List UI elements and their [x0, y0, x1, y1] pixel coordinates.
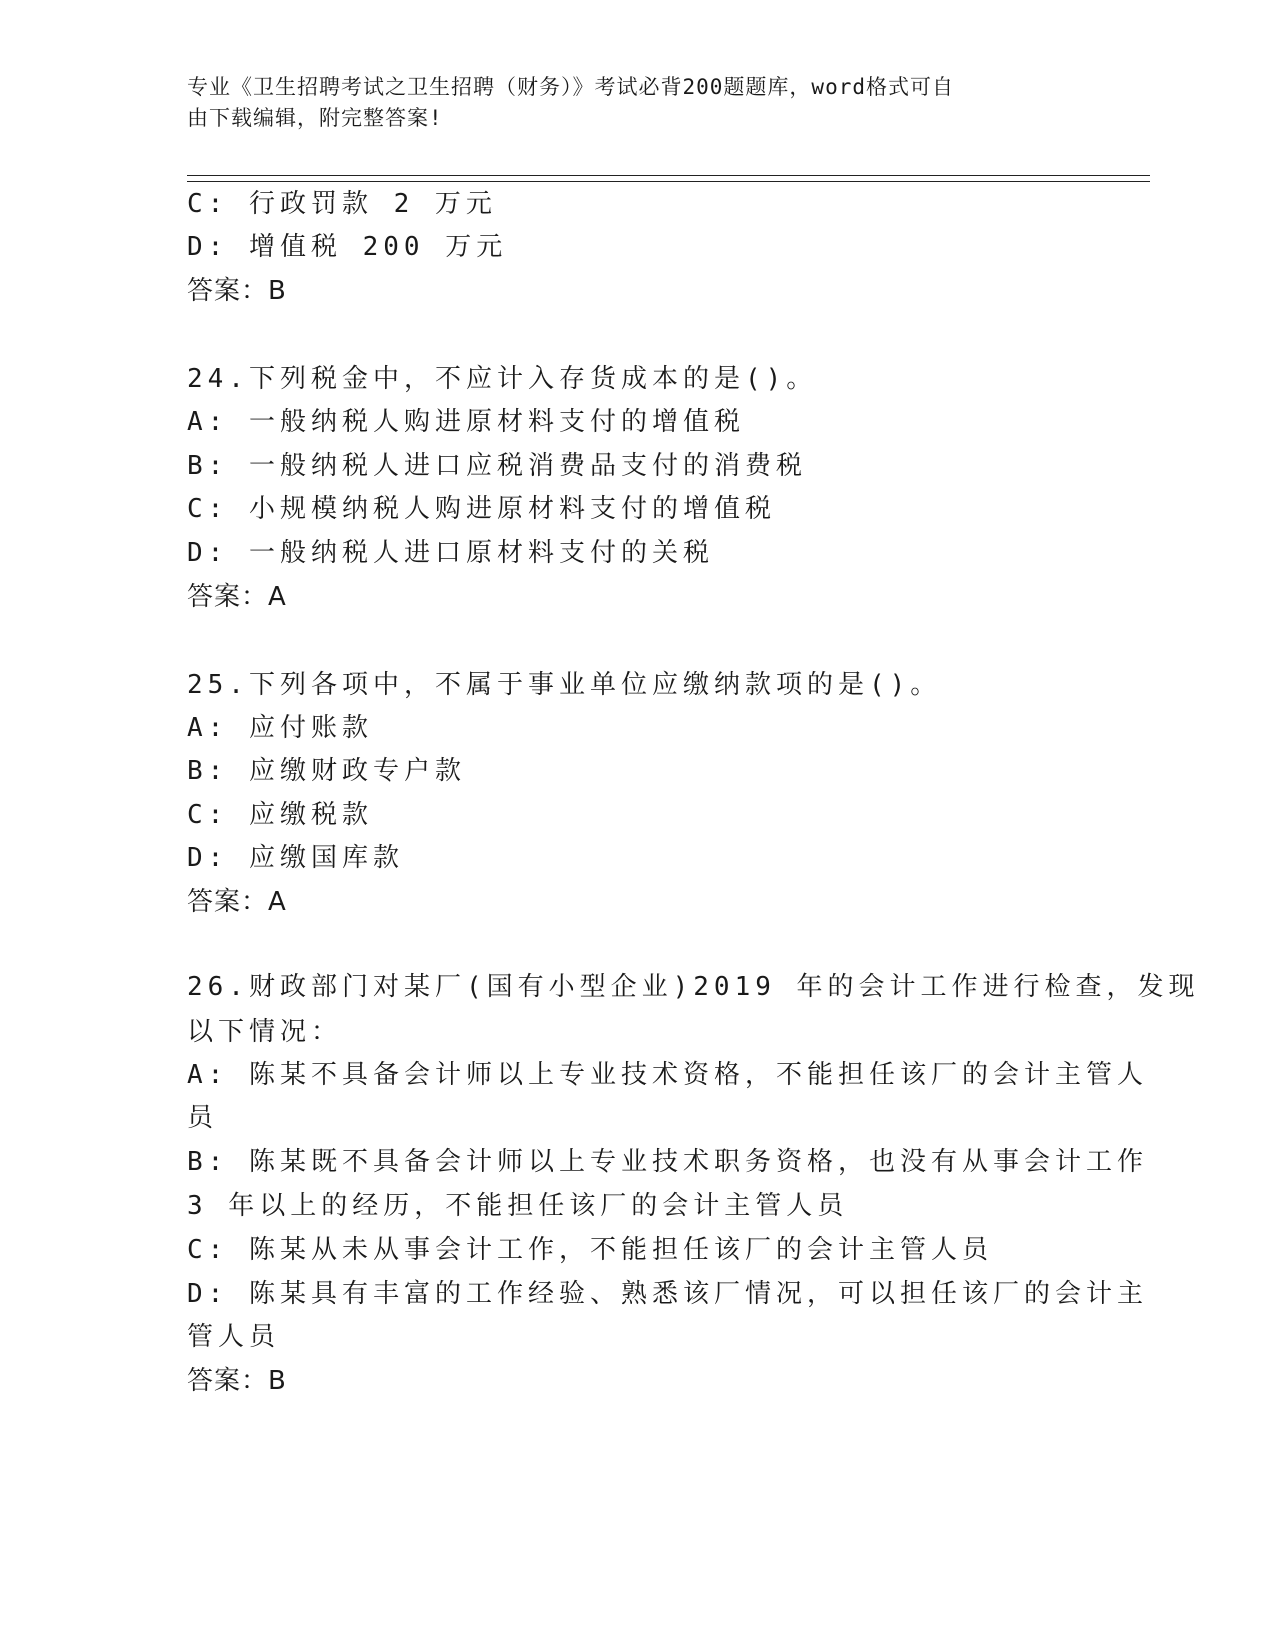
q24-answer: 答案：A — [187, 582, 287, 612]
q26-answer: 答案：B — [187, 1366, 287, 1396]
prev-answer: 答案：B — [187, 276, 287, 306]
q25-option-d: D: 应缴国库款 — [187, 843, 404, 873]
q25-option-c: C: 应缴税款 — [187, 800, 373, 830]
q24-option-a: A: 一般纳税人购进原材料支付的增值税 — [187, 407, 745, 437]
q26-option-b-line-1: B: 陈某既不具备会计师以上专业技术职务资格，也没有从事会计工作 — [187, 1147, 1148, 1177]
document-header — [187, 72, 1067, 134]
prev-option-c: C: 行政罚款 2 万元 — [187, 189, 497, 219]
q25-answer: 答案：A — [187, 887, 287, 917]
q24-option-d: D: 一般纳税人进口原材料支付的关税 — [187, 538, 714, 568]
q26-option-b-line-2: 3 年以上的经历，不能担任该厂的会计主管人员 — [187, 1191, 849, 1221]
q26-option-a-line-2: 员 — [187, 1103, 219, 1133]
q26-question-line-2: 以下情况： — [187, 1017, 343, 1047]
q26-option-a-line-1: A: 陈某不具备会计师以上专业技术资格，不能担任该厂的会计主管人 — [187, 1060, 1148, 1090]
q25-question: 25.下列各项中，不属于事业单位应缴纳款项的是()。 — [187, 670, 942, 700]
q24-question: 24.下列税金中，不应计入存货成本的是()。 — [187, 364, 818, 394]
q26-question-line-1: 26.财政部门对某厂(国有小型企业)2019 年的会计工作进行检查，发现 — [187, 972, 1200, 1002]
header-divider-top — [187, 175, 1150, 176]
q26-option-d-line-1: D: 陈某具有丰富的工作经验、熟悉该厂情况，可以担任该厂的会计主 — [187, 1279, 1148, 1309]
header-line-1: 专业《卫生招聘考试之卫生招聘（财务）》考试必背200题题库，word格式可自 — [187, 75, 954, 99]
header-line-2: 由下载编辑，附完整答案! — [187, 106, 443, 130]
q25-option-a: A: 应付账款 — [187, 713, 373, 743]
q26-option-d-line-2: 管人员 — [187, 1322, 281, 1352]
q25-option-b: B: 应缴财政专户款 — [187, 756, 466, 786]
prev-option-d: D: 增值税 200 万元 — [187, 232, 508, 262]
q24-option-b: B: 一般纳税人进口应税消费品支付的消费税 — [187, 451, 807, 481]
q26-option-c: C: 陈某从未从事会计工作，不能担任该厂的会计主管人员 — [187, 1235, 993, 1265]
header-divider-bottom — [187, 181, 1150, 182]
q24-option-c: C: 小规模纳税人购进原材料支付的增值税 — [187, 494, 776, 524]
